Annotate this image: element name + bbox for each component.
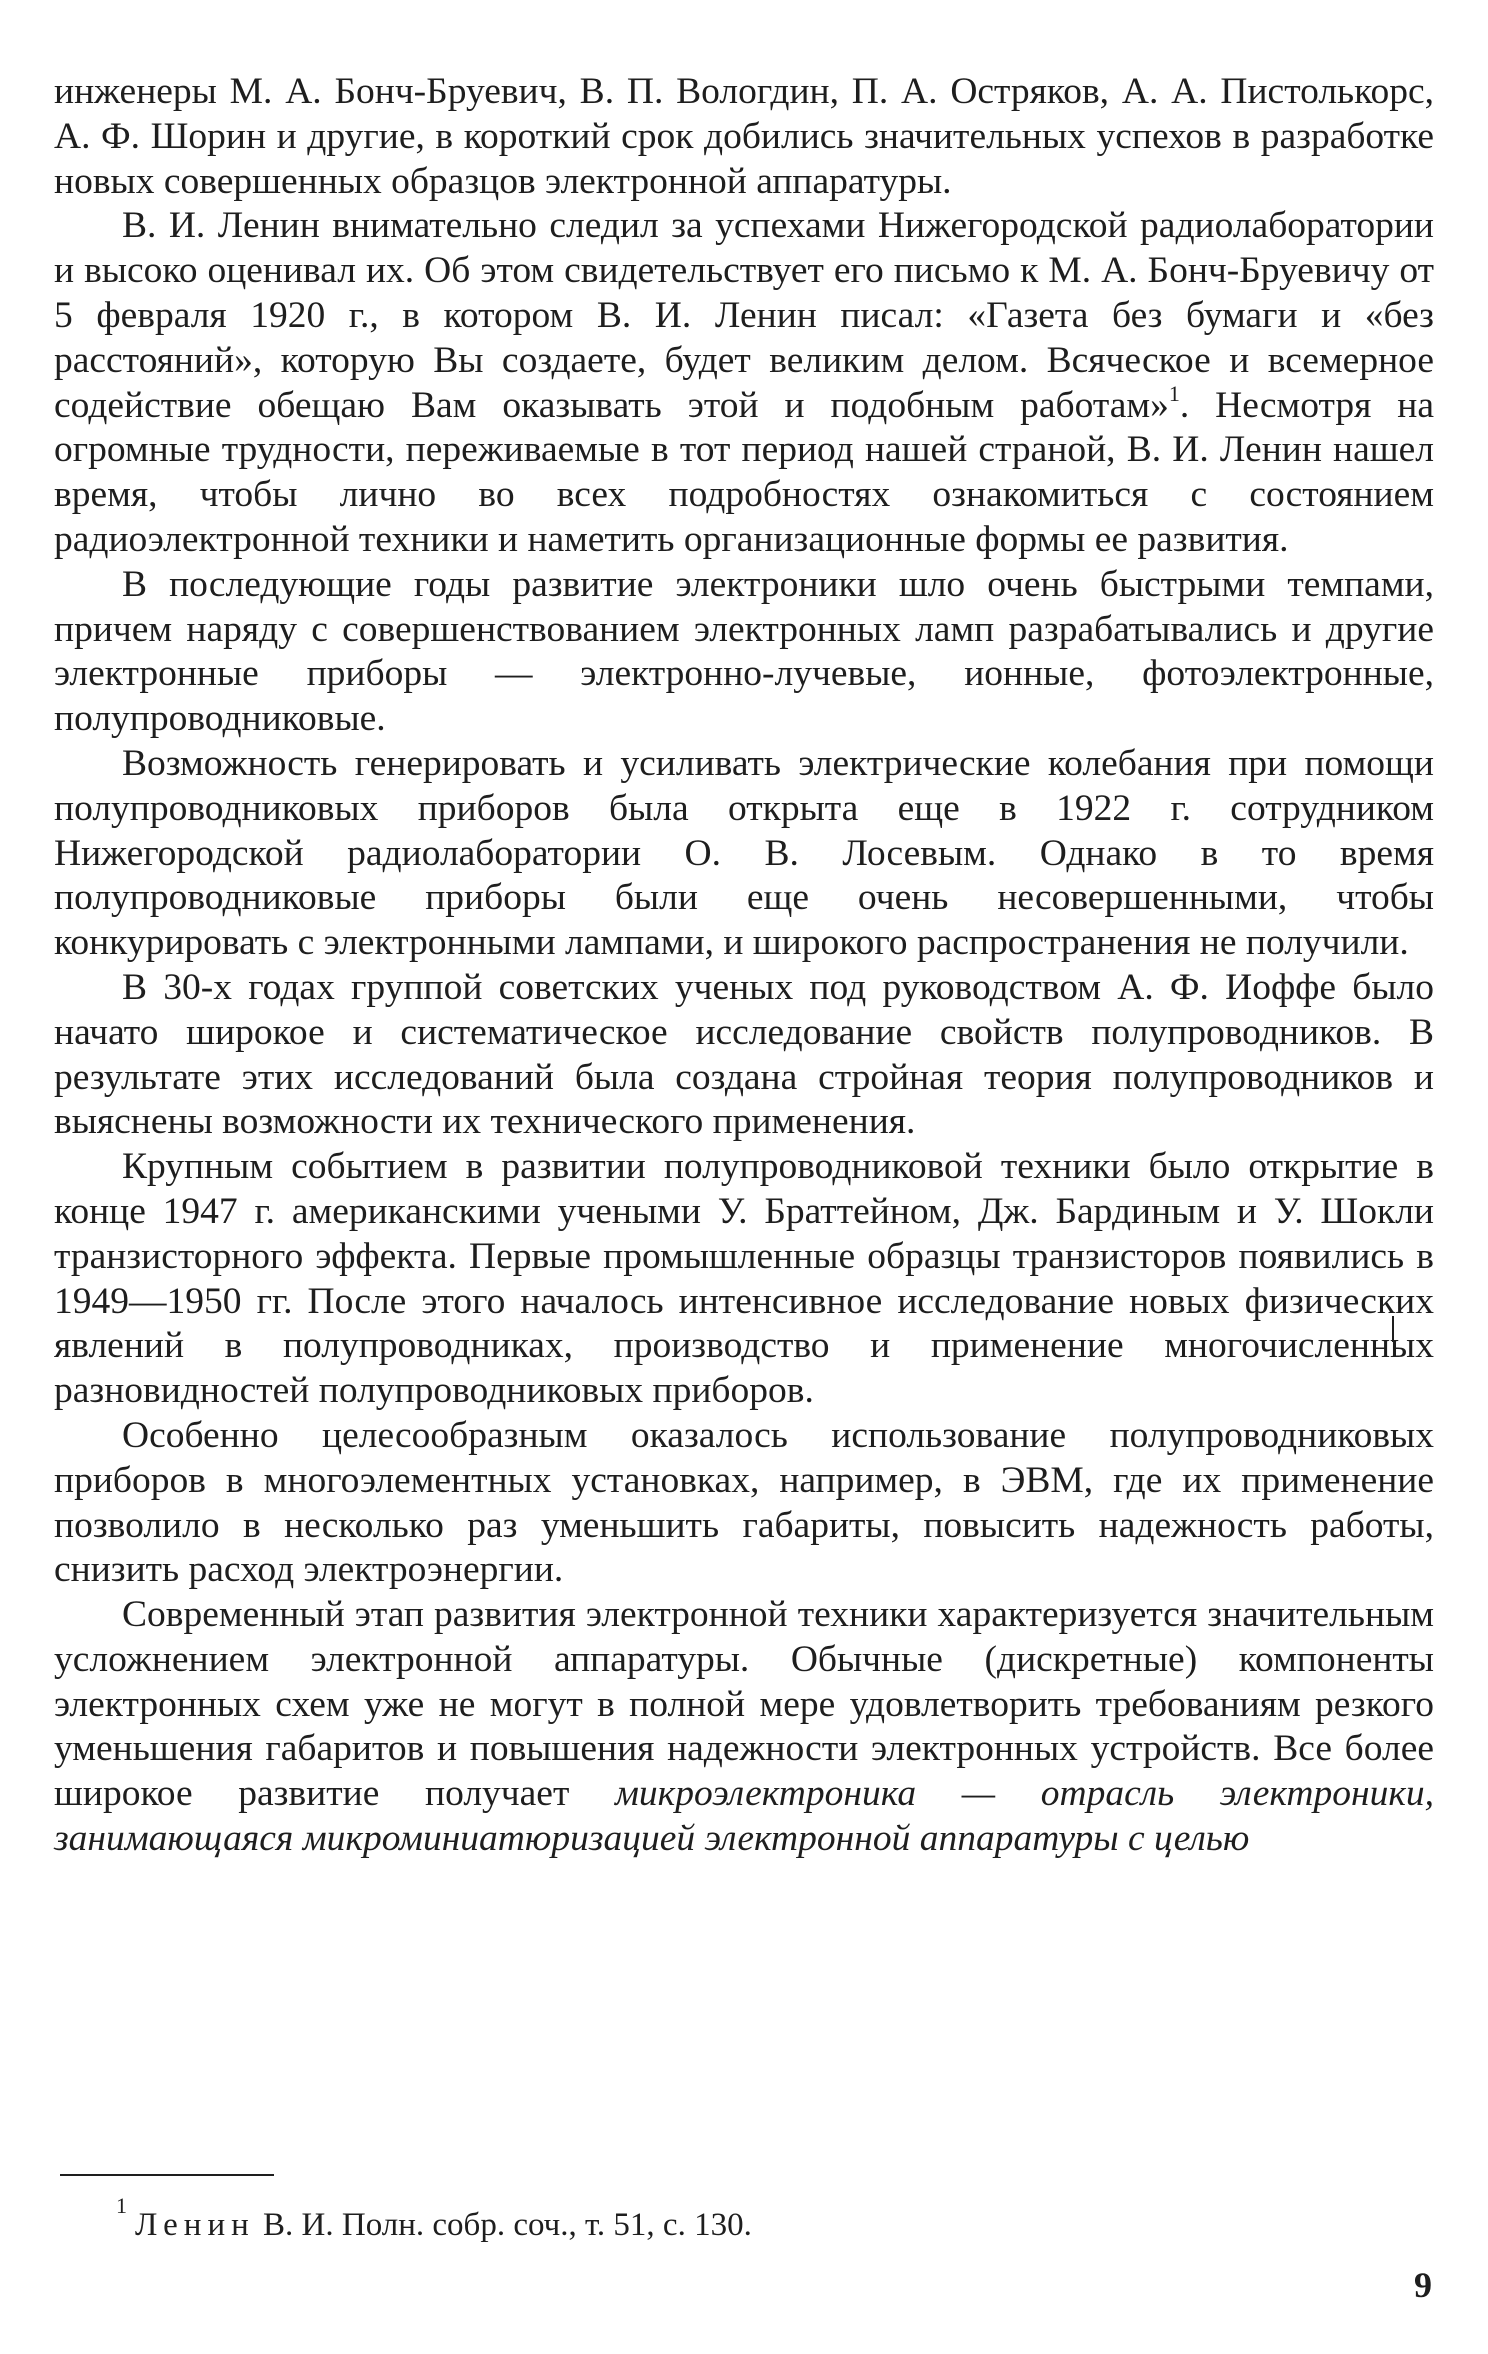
- footnote: [116, 2193, 752, 2245]
- paragraph-4: Возможность генерировать и усиливать электрические колебания при помощи полупроводниковых приборов была открыта еще в 1922 г. сотрудником Нижегородской радиолаборатории О. В. Лосевым. Однако в то время полупроводниковые приборы были еще очень несовершенными, чтобы конкурировать с электронными лампами, и широкого распространения не получили.: [54, 742, 1434, 964]
- paragraph-2-text-end: . Несмотря на огромные трудности, переживаемые в тот период нашей страной, В. И. Ленин нашел время, чтобы лично во всех подробностях ознакомиться с состоянием радиоэлектронной техники и наметить организационные формы ее развития.: [54, 384, 1434, 560]
- footnote-reference: 1: [1168, 381, 1180, 407]
- paragraph-8: [54, 1593, 1434, 1862]
- paragraph-3: В последующие годы развитие электроники шло очень быстрыми темпами, причем наряду с совершенствованием электронных ламп разрабатывались и другие электронные приборы — электронно-лучевые, ионные, фотоэлектронные, полупроводниковые.: [54, 563, 1434, 740]
- margin-mark: [1392, 1316, 1394, 1342]
- paragraph-2-text-start: В. И. Ленин внимательно следил за успехами Нижегородской радиолаборатории и высоко оценивал их. Об этом свидетельствует его письмо к М. А. Бонч-Бруевичу от 5 февраля 1920 г., в котором В. И. Ленин писал: «Газета без бумаги и «без расстояний», которую Вы создаете, будет великим делом. Всяческое и всемерное содействие обещаю Вам оказывать этой и подобным работам»: [54, 205, 1434, 426]
- paragraph-6: Крупным событием в развитии полупроводниковой техники было открытие в конце 1947 г. американскими учеными У. Браттейном, Дж. Бардиным и У. Шокли транзисторного эффекта. Первые промышленные образцы транзисторов появились в 1949—1950 гг. После этого началось интенсивное исследование новых физических явлений в полупроводниках, производство и применение многочисленных разновидностей полупроводниковых приборов.: [54, 1146, 1434, 1412]
- paragraph-8-text: Современный этап развития электронной техники характеризуется значительным усложнением электронной аппаратуры. Обычные (дискретные) компоненты электронных схем уже не могут в полной мере удовлетворить требованиям резкого уменьшения габаритов и повышения надежности электронных устройств. Все более широкое развитие получает: [54, 1594, 1434, 1815]
- paragraph-7: Особенно целесообразным оказалось использование полупроводниковых приборов в многоэлементных установках, например, в ЭВМ, где их применение позволило в несколько раз уменьшить габариты, повысить надежность работы, снизить расход электроэнергии.: [54, 1414, 1434, 1591]
- paragraph-8-italic-definition: микроэлектроника — отрасль электроники, занимающаяся микроминиатюризацией электронной аппаратуры с целью: [54, 1773, 1434, 1860]
- footnote-text: В. И. Полн. собр. соч., т. 51, с. 130.: [263, 2207, 752, 2243]
- paragraph-1: инженеры М. А. Бонч-Бруевич, В. П. Вологдин, П. А. Остряков, А. А. Пистолькорс, А. Ф. Шорин и другие, в короткий срок добились значительных успехов в разработке новых совершенных образцов электронной аппаратуры.: [54, 71, 1434, 202]
- footnote-divider: [60, 2174, 274, 2176]
- page-body: [54, 70, 1434, 1862]
- footnote-author: Ленин: [135, 2207, 255, 2243]
- paragraph-2: [54, 204, 1434, 562]
- footnote-marker: 1: [116, 2193, 127, 2218]
- page-number: 9: [1414, 2265, 1432, 2305]
- paragraph-5: В 30-х годах группой советских ученых под руководством А. Ф. Иоффе было начато широкое и систематическое исследование свойств полупроводников. В результате этих исследований была создана стройная теория полупроводников и выяснены возможности их технического применения.: [54, 966, 1434, 1143]
